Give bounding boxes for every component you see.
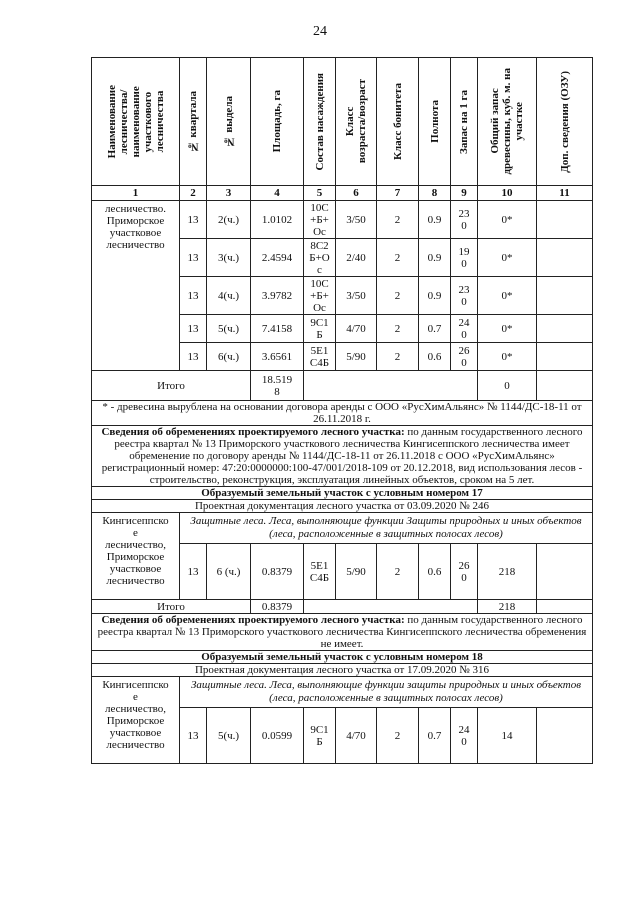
header-vydel: № выдела (207, 58, 251, 186)
itogo-row (92, 371, 593, 401)
dop-cell (537, 277, 593, 315)
polnota-cell: 0.9 (419, 277, 451, 315)
column-number-row (92, 186, 593, 201)
dop-cell (537, 239, 593, 277)
colnum: 7 (377, 186, 419, 201)
plot18-title: Образуемый земельный участок с условным номером 18 (92, 651, 593, 664)
colnum: 1 (92, 186, 180, 201)
vydel-cell: 5(ч.) (207, 708, 251, 764)
dop-cell (537, 544, 593, 600)
zapas-cell: 23 0 (451, 201, 478, 239)
vydel-cell: 4(ч.) (207, 277, 251, 315)
header-age: Класс возраста/возраст (336, 58, 377, 186)
itogo-dop (537, 600, 593, 614)
page-number: 24 (313, 24, 327, 39)
colnum: 3 (207, 186, 251, 201)
total-cell: 218 (478, 544, 537, 600)
vydel-cell: 2(ч.) (207, 201, 251, 239)
colnum: 6 (336, 186, 377, 201)
vydel-cell: 6(ч.) (207, 343, 251, 371)
composition-cell: 5Е1 С4Б (304, 343, 336, 371)
encumbrance-text (92, 614, 593, 651)
composition-cell: 10С +Б+ Ос (304, 277, 336, 315)
area-cell: 0.0599 (251, 708, 304, 764)
plot18-protection: Защитные леса. Леса, выполняющие функции защиты природных и иных объектов (леса, расположенные в защитных полосах лесов) (180, 677, 593, 708)
area-cell: 7.4158 (251, 315, 304, 343)
age-cell: 4/70 (336, 315, 377, 343)
age-cell: 5/90 (336, 343, 377, 371)
forestry-name: лесничество. Приморское участковое лесничество (92, 201, 180, 371)
total-cell: 0* (478, 201, 537, 239)
kvartal-cell: 13 (180, 277, 207, 315)
plot17-doc-row (92, 500, 593, 513)
plot17-protection-row (92, 513, 593, 544)
colnum: 2 (180, 186, 207, 201)
header-kvartal: № квартала (180, 58, 207, 186)
footnote: * - древесина вырублена на основании договора аренды с ООО «РусХимАльянс» № 1144/ДС-18-11 от 26.11.2018 г. (92, 401, 593, 426)
composition-cell: 9С1 Б (304, 708, 336, 764)
encumbrance-body: по данным государственного лесного реестра квартал № 13 Приморского участкового лесничества Кингисеппского лесничества обременения не имеет. (97, 614, 587, 650)
area-cell: 1.0102 (251, 201, 304, 239)
kvartal-cell: 13 (180, 201, 207, 239)
vydel-cell: 5(ч.) (207, 315, 251, 343)
kvartal-cell: 13 (180, 315, 207, 343)
age-cell: 5/90 (336, 544, 377, 600)
age-cell: 3/50 (336, 277, 377, 315)
encumbrance-body: по данным государственного лесного реестра квартал № 13 Приморского участкового лесничества Кингисеппского лесничества имеет обременение по договору аренды № 1144/ДС-18-11 от 26.11.2018 с ООО «РусХимАльянс» регистрационный номер: 47:20:0000000:100-47/001/2018-109 от 20.12.2018, вид использования лесов - строительство, реконструкция, эксплуатация линейных объектов, сроком на 5 лет. (101, 426, 583, 486)
footnote-row (92, 401, 593, 426)
plot18-doc-row (92, 664, 593, 677)
forest-plot-table (91, 57, 593, 764)
polnota-cell: 0.7 (419, 708, 451, 764)
encumbrance-row-1 (92, 426, 593, 487)
header-dop: Доп. сведения (ОЗУ) (537, 58, 593, 186)
itogo-label: Итого (92, 371, 251, 401)
zapas-cell: 23 0 (451, 277, 478, 315)
itogo-empty (304, 600, 478, 614)
vydel-cell: 6 (ч.) (207, 544, 251, 600)
header-area: Площадь, га (251, 58, 304, 186)
total-cell: 0* (478, 315, 537, 343)
plot17-title-row (92, 487, 593, 500)
polnota-cell: 0.7 (419, 315, 451, 343)
age-cell: 2/40 (336, 239, 377, 277)
kvartal-cell: 13 (180, 708, 207, 764)
header-total: Общий запас древесины, куб. м. на участке (478, 58, 537, 186)
zapas-cell: 19 0 (451, 239, 478, 277)
encumbrance-title: Сведения об обременениях проектируемого лесного участка: (101, 614, 405, 626)
kvartal-cell: 13 (180, 343, 207, 371)
header-composition: Состав насаждения (304, 58, 336, 186)
plot17-doc: Проектная документация лесного участка от 03.09.2020 № 246 (92, 500, 593, 513)
zapas-cell: 26 0 (451, 343, 478, 371)
composition-cell: 10С +Б+ Ос (304, 201, 336, 239)
itogo-empty (304, 371, 478, 401)
table-row (92, 201, 593, 239)
total-cell: 0* (478, 343, 537, 371)
colnum: 4 (251, 186, 304, 201)
kvartal-cell: 13 (180, 239, 207, 277)
bonitet-cell: 2 (377, 201, 419, 239)
total-cell: 0* (478, 239, 537, 277)
plot18-forestry: Кингисеппско е лесничество, Приморское участковое лесничество (92, 677, 180, 764)
plot17-title: Образуемый земельный участок с условным номером 17 (92, 487, 593, 500)
polnota-cell: 0.6 (419, 343, 451, 371)
plot18-title-row (92, 651, 593, 664)
polnota-cell: 0.9 (419, 201, 451, 239)
composition-cell: 9С1 Б (304, 315, 336, 343)
header-forestry: Наименование лесничества/ наименование участкового лесничества (92, 58, 180, 186)
area-cell: 3.9782 (251, 277, 304, 315)
polnota-cell: 0.6 (419, 544, 451, 600)
kvartal-cell: 13 (180, 544, 207, 600)
area-cell: 2.4594 (251, 239, 304, 277)
age-cell: 4/70 (336, 708, 377, 764)
header-bonitet: Класс бонитета (377, 58, 419, 186)
plot17-forestry: Кингисеппско е лесничество, Приморское участковое лесничество (92, 513, 180, 600)
bonitet-cell: 2 (377, 277, 419, 315)
composition-cell: 5Е1 С4Б (304, 544, 336, 600)
bonitet-cell: 2 (377, 708, 419, 764)
plot18-protection-row (92, 677, 593, 708)
colnum: 9 (451, 186, 478, 201)
itogo-row (92, 600, 593, 614)
header-zapas: Запас на 1 га (451, 58, 478, 186)
plot17-protection: Защитные леса. Леса, выполняющие функции Защиты природных и иных объектов (леса, расположенные в защитных полосах лесов) (180, 513, 593, 544)
encumbrance-title: Сведения об обременениях проектируемого лесного участка: (101, 426, 405, 438)
area-cell: 3.6561 (251, 343, 304, 371)
vydel-cell: 3(ч.) (207, 239, 251, 277)
composition-cell: 8С2 Б+О с (304, 239, 336, 277)
dop-cell (537, 343, 593, 371)
colnum: 8 (419, 186, 451, 201)
itogo-area: 18.519 8 (251, 371, 304, 401)
plot18-doc: Проектная документация лесного участка от 17.09.2020 № 316 (92, 664, 593, 677)
bonitet-cell: 2 (377, 343, 419, 371)
itogo-area: 0.8379 (251, 600, 304, 614)
colnum: 11 (537, 186, 593, 201)
dop-cell (537, 708, 593, 764)
total-cell: 14 (478, 708, 537, 764)
polnota-cell: 0.9 (419, 239, 451, 277)
bonitet-cell: 2 (377, 239, 419, 277)
itogo-dop (537, 371, 593, 401)
total-cell: 0* (478, 277, 537, 315)
zapas-cell: 24 0 (451, 315, 478, 343)
area-cell: 0.8379 (251, 544, 304, 600)
itogo-label: Итого (92, 600, 251, 614)
encumbrance-text (92, 426, 593, 487)
bonitet-cell: 2 (377, 315, 419, 343)
dop-cell (537, 201, 593, 239)
colnum: 10 (478, 186, 537, 201)
age-cell: 3/50 (336, 201, 377, 239)
itogo-total: 218 (478, 600, 537, 614)
header-row (92, 58, 593, 186)
header-polnota: Полнота (419, 58, 451, 186)
encumbrance-row-2 (92, 614, 593, 651)
zapas-cell: 24 0 (451, 708, 478, 764)
zapas-cell: 26 0 (451, 544, 478, 600)
colnum: 5 (304, 186, 336, 201)
bonitet-cell: 2 (377, 544, 419, 600)
dop-cell (537, 315, 593, 343)
itogo-total: 0 (478, 371, 537, 401)
